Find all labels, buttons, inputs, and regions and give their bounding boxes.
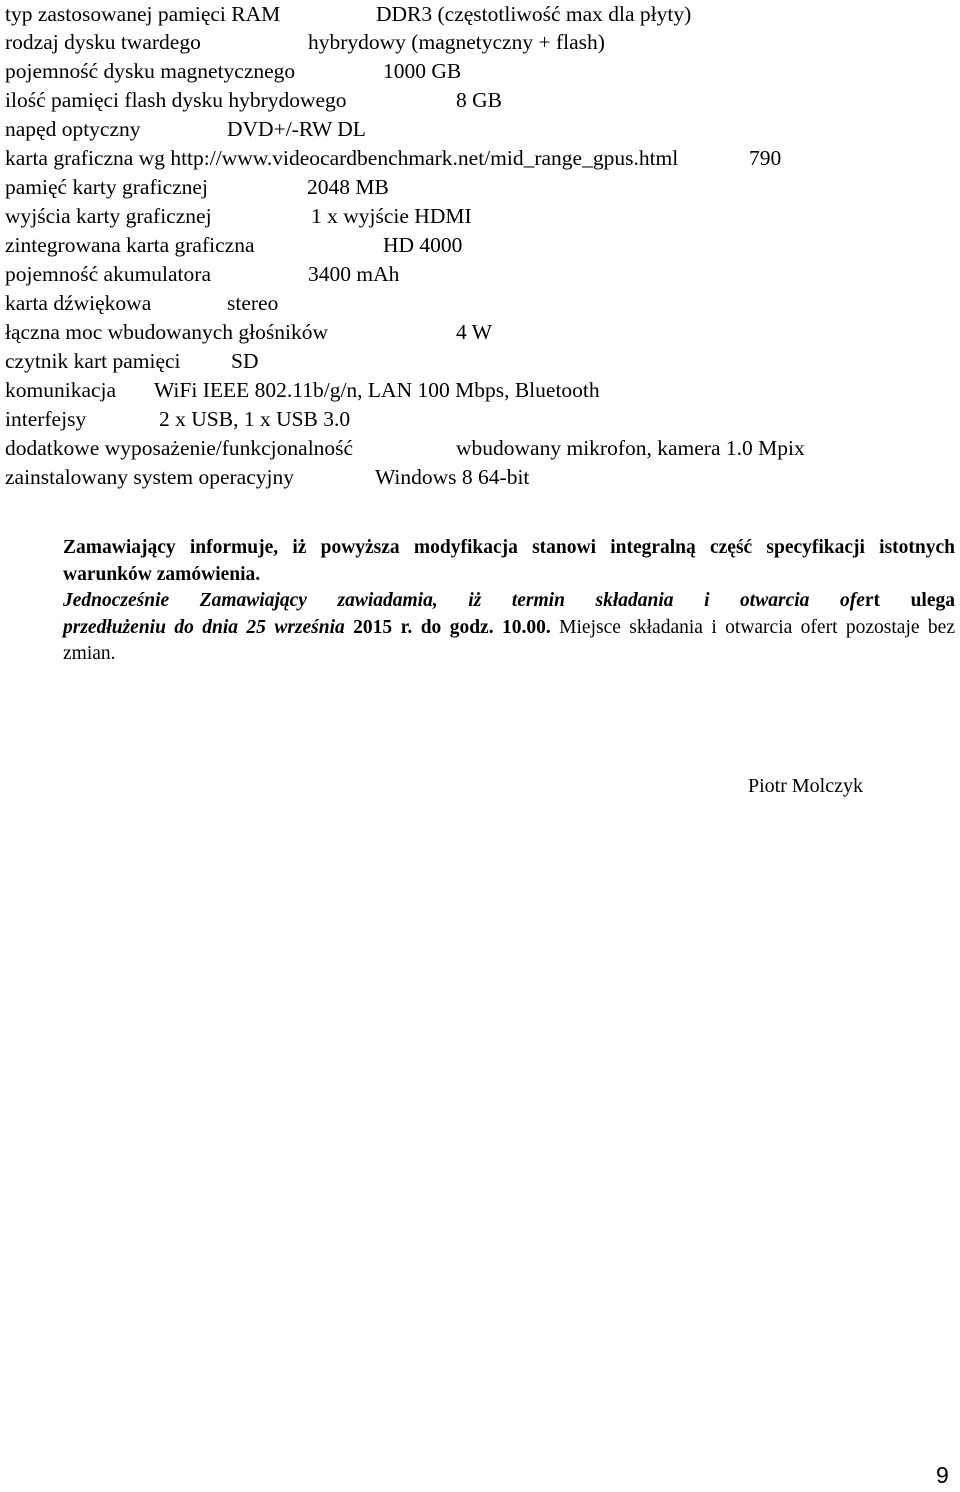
spec-value: WiFi IEEE 802.11b/g/n, LAN 100 Mbps, Bluetooth (154, 378, 600, 402)
notice-block (63, 535, 955, 668)
spec-label: pojemność akumulatora (5, 262, 211, 286)
spec-value: stereo (227, 291, 279, 315)
notice-deadline-paragraph-cont (63, 615, 955, 668)
spec-value: DVD+/-RW DL (227, 117, 366, 141)
notice-modification-paragraph: Zamawiający informuje, iż powyższa modyfikacja stanowi integralną część specyfikacji istotnych warunków zamówienia. (63, 537, 955, 585)
spec-value: HD 4000 (383, 233, 463, 257)
spec-label: ilość pamięci flash dysku hybrydowego (5, 88, 347, 112)
page-number: 9 (936, 1462, 949, 1488)
spec-label: interfejsy (5, 407, 87, 431)
spec-label: dodatkowe wyposażenie/funkcjonalność (5, 436, 354, 460)
spec-value: 4 W (456, 320, 493, 344)
spec-value: 8 GB (456, 88, 502, 112)
spec-value: Windows 8 64-bit (375, 465, 530, 489)
spec-label: łączna moc wbudowanych głośników (5, 320, 329, 344)
spec-label: zainstalowany system operacyjny (5, 465, 294, 489)
spec-value: 2048 MB (307, 175, 389, 199)
notice-deadline-italic-2: przedłużeniu do dnia 25 września (63, 616, 345, 638)
spec-value: hybrydowy (magnetyczny + flash) (308, 30, 605, 54)
signature: Piotr Molczyk (748, 775, 863, 797)
notice-deadline-italic-1: Jednocześnie Zamawiający zawiadamia, iż termin składania i otwarcia ofe (63, 590, 865, 611)
spec-value: 1000 GB (383, 59, 462, 83)
notice-deadline-bold-1: rt ulega (864, 590, 955, 611)
spec-label: komunikacja (5, 378, 117, 402)
spec-value: DDR3 (częstotliwość max dla płyty) (376, 2, 692, 26)
spec-label: karta dźwiękowa (5, 291, 152, 315)
spec-label: zintegrowana karta graficzna (5, 233, 255, 257)
spec-value: 790 (749, 146, 782, 170)
spec-label: pamięć karty graficznej (5, 175, 208, 199)
spec-label: wyjścia karty graficznej (5, 204, 212, 228)
notice-deadline-date: 2015 r. do godz. 10.00. (344, 616, 551, 638)
spec-label: napęd optyczny (5, 117, 141, 141)
spec-label: pojemność dysku magnetycznego (5, 59, 296, 83)
notice-deadline-paragraph (63, 588, 955, 615)
notice-deadline-normal: Miejsce składania i otwarcia ofert pozostaje bez zmian. (63, 616, 955, 664)
spec-value: wbudowany mikrofon, kamera 1.0 Mpix (456, 436, 805, 460)
spec-label: typ zastosowanej pamięci RAM (5, 2, 281, 26)
spec-value: 3400 mAh (308, 262, 400, 286)
spec-label: czytnik kart pamięci (5, 349, 181, 373)
spec-value: 1 x wyjście HDMI (311, 204, 472, 228)
spec-value: 2 x USB, 1 x USB 3.0 (159, 407, 351, 431)
spec-label: karta graficzna wg http://www.videocardbenchmark.net/mid_range_gpus.html (5, 146, 679, 170)
spec-label: rodzaj dysku twardego (5, 30, 201, 54)
spec-value: SD (231, 349, 259, 373)
